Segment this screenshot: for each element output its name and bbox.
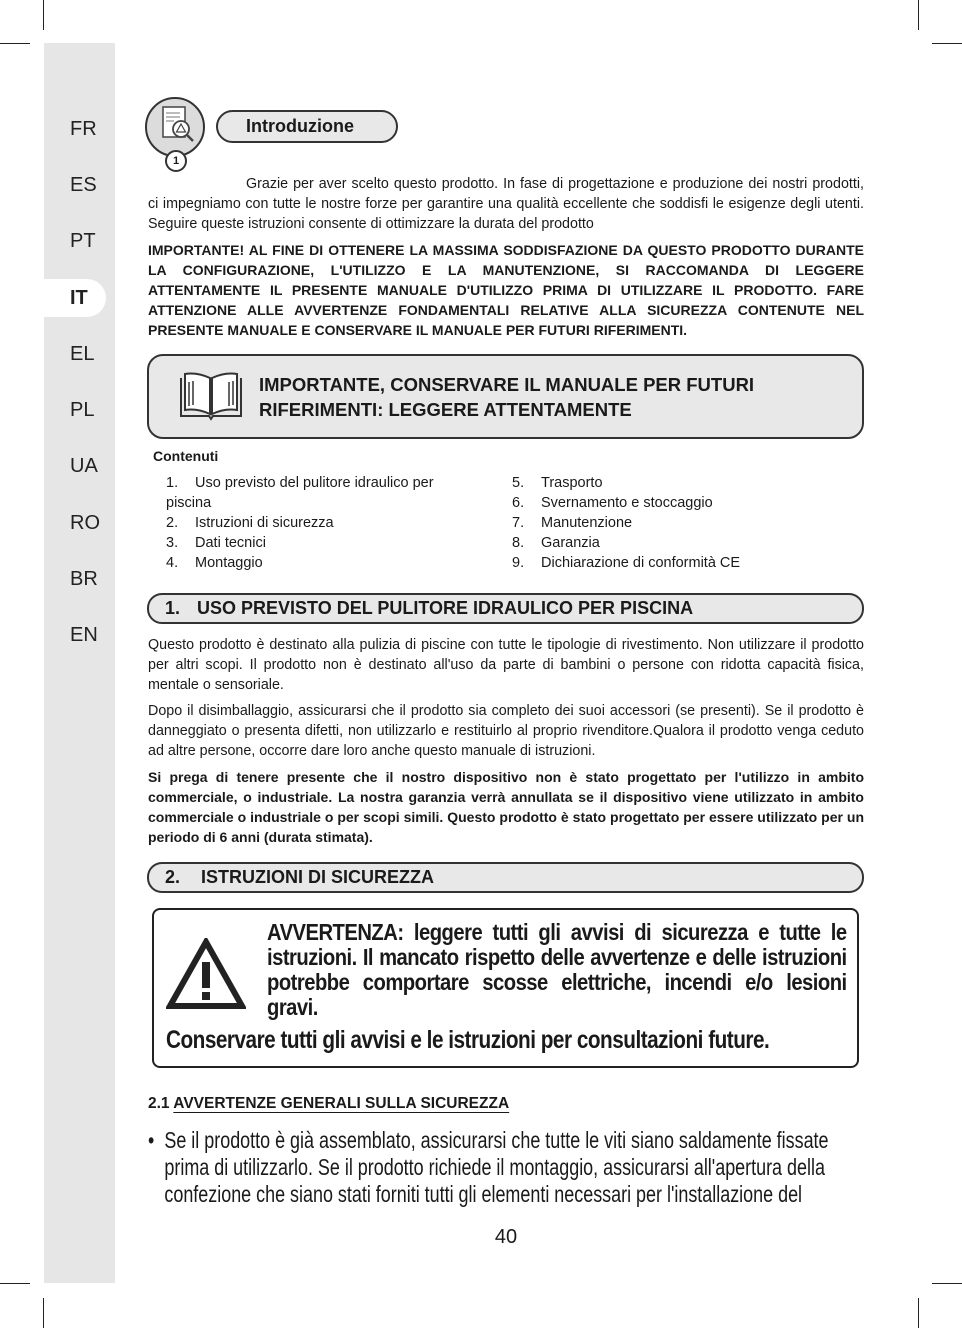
section-number: 2. — [165, 867, 181, 887]
section-1-paragraph: Dopo il disimballaggio, assicurarsi che il prodotto sia completo dei suoi accessori (se presenti). Se il prodotto è danneggiato o presenta difetti, non utilizzarlo e restituirlo al proprio rivenditore.Qualora il prodotto venga ceduto ad altre persone, occorre dare loro anche questo manuale di istruzioni. — [148, 703, 864, 759]
crop-mark — [43, 0, 44, 30]
crop-mark — [43, 1298, 44, 1328]
lang-tab-en[interactable]: EN — [70, 623, 98, 646]
important-notice-line: RIFERIMENTI: LEGGERE ATTENTAMENTE — [259, 399, 632, 420]
lang-tab-pt[interactable]: PT — [70, 229, 96, 252]
lang-tab-ro[interactable]: RO — [70, 511, 100, 534]
crop-mark — [918, 0, 919, 30]
contents-item[interactable]: 7. Manutenzione — [512, 515, 633, 531]
warning-text: AVVERTENZA: leggere tutti gli avvisi di sicurezza e tutte le istruzioni. Il mancato rispetto delle avvertenze e delle istruzioni potrebbe comportare scosse elettriche, incendi e/o lesioni gravi. — [267, 919, 847, 1020]
lang-tab-it[interactable]: IT — [44, 279, 106, 317]
subsection-title: AVVERTENZE GENERALI SULLA SICUREZZA — [173, 1095, 510, 1112]
section-1-header — [147, 593, 864, 624]
lang-tab-fr[interactable]: FR — [70, 117, 97, 140]
bullet-item — [148, 1127, 834, 1208]
bullet-mark: • — [148, 1127, 155, 1153]
important-notice-text — [259, 372, 819, 422]
important-notice-line: IMPORTANTE, CONSERVARE IL MANUALE PER FUTURI — [259, 374, 755, 395]
crop-mark — [0, 1283, 30, 1284]
document-warning-icon — [145, 97, 205, 157]
crop-mark — [918, 1298, 919, 1328]
contents-item[interactable]: 6. Svernamento e stoccaggio — [512, 495, 713, 511]
section-title: USO PREVISTO DEL PULITORE IDRAULICO PER PISCINA — [197, 598, 694, 618]
crop-mark — [932, 43, 962, 44]
lang-tab-br[interactable]: BR — [70, 567, 98, 590]
contents-item[interactable]: 9. Dichiarazione di conformità CE — [512, 555, 741, 571]
section-2-header — [147, 862, 864, 893]
section-number: 1. — [165, 598, 181, 618]
subsection-number: 2.1 — [148, 1095, 170, 1112]
contents-item[interactable]: 3. Dati tecnici — [166, 535, 266, 551]
section-title: ISTRUZIONI DI SICUREZZA — [201, 867, 434, 887]
contents-item[interactable]: 4. Montaggio — [166, 555, 263, 571]
lang-tab-es[interactable]: ES — [70, 173, 97, 196]
contents-right-column — [512, 473, 852, 573]
contents-left-column — [166, 473, 466, 573]
warning-triangle-icon — [166, 938, 246, 1010]
bullet-text: Se il prodotto è già assemblato, assicurarsi che tutte le viti siano saldamente fissate prima di utilizzarlo. Se il prodotto richiede il montaggio, assicurarsi all'apertura della confezione che siano stati forniti tutti gli elementi necessari per l'installazione del — [164, 1127, 829, 1207]
intro-important-paragraph: IMPORTANTE! AL FINE DI OTTENERE LA MASSIMA SODDISFAZIONE DA QUESTO PRODOTTO DURANTE LA CONFIGURAZIONE, L'UTILIZZO E LA MANUTENZIONE, SI RACCOMANDA DI LEGGERE ATTENTAMENTE IL PRESENTE MANUALE D'UTILIZZO PRIMA DI UTILIZZARE IL PRODOTTO. FARE ATTENZIONE ALLE AVVERTENZE FONDAMENTALI RELATIVE ALLA SICUREZZA CONTENUTE NEL PRESENTE MANUALE E CONSERVARE IL MANUALE PER FUTURI RIFERIMENTI. — [148, 242, 864, 338]
contents-item[interactable]: 2. Istruzioni di sicurezza — [166, 515, 334, 531]
contents-item-continuation: piscina — [166, 495, 212, 511]
crop-mark — [932, 1283, 962, 1284]
section-1-paragraph: Questo prodotto è destinato alla pulizia di piscine con tutte le tipologie di rivestimento. Non utilizzare il prodotto per altri scopi. Il prodotto non è destinato all'uso da parte di bambini o persone con ridotta capacità fisica, mentale o sensoriale. — [148, 637, 864, 693]
contents-title: Contenuti — [153, 448, 219, 464]
intro-title: Introduzione — [216, 110, 398, 143]
contents-item[interactable]: 5. Trasporto — [512, 475, 603, 491]
section-1-body — [148, 635, 864, 847]
warning-footer: Conservare tutti gli avvisi e le istruzioni per consultazioni future. — [166, 1026, 770, 1054]
intro-paragraph: Grazie per aver scelto questo prodotto. In fase di progettazione e produzione dei nostri prodotti, ci impegniamo con tutte le nostre forze per garantire una qualità eccellente che soddisfi le esigenze degli utenti. Seguire queste istruzioni consente di ottimizzare la durata del prodotto — [148, 176, 864, 232]
important-notice-box — [147, 354, 864, 439]
lang-tab-el[interactable]: EL — [70, 342, 95, 365]
contents-item[interactable]: 8. Garanzia — [512, 535, 600, 551]
language-sidebar — [44, 43, 115, 1283]
intro-section — [148, 174, 864, 340]
subsection-header — [148, 1095, 509, 1113]
section-badge: 1 — [165, 150, 187, 172]
open-book-icon — [177, 370, 245, 422]
contents-item[interactable]: 1. Uso previsto del pulitore idraulico per — [166, 475, 434, 491]
section-1-bold-paragraph: Si prega di tenere presente che il nostro dispositivo non è stato progettato per l'utilizzo in ambito commerciale, o industriale. La nostra garanzia verrà annullata se il dispositivo viene utilizzato in ambito commerciale o industriale o per scopi simili. Questo prodotto è stato progettato per essere utilizzato per un periodo di 6 anni (durata stimata). — [148, 769, 864, 845]
warning-box — [152, 908, 859, 1068]
page-number: 40 — [494, 1226, 518, 1248]
crop-mark — [0, 43, 30, 44]
lang-tab-pl[interactable]: PL — [70, 398, 95, 421]
lang-tab-ua[interactable]: UA — [70, 454, 98, 477]
